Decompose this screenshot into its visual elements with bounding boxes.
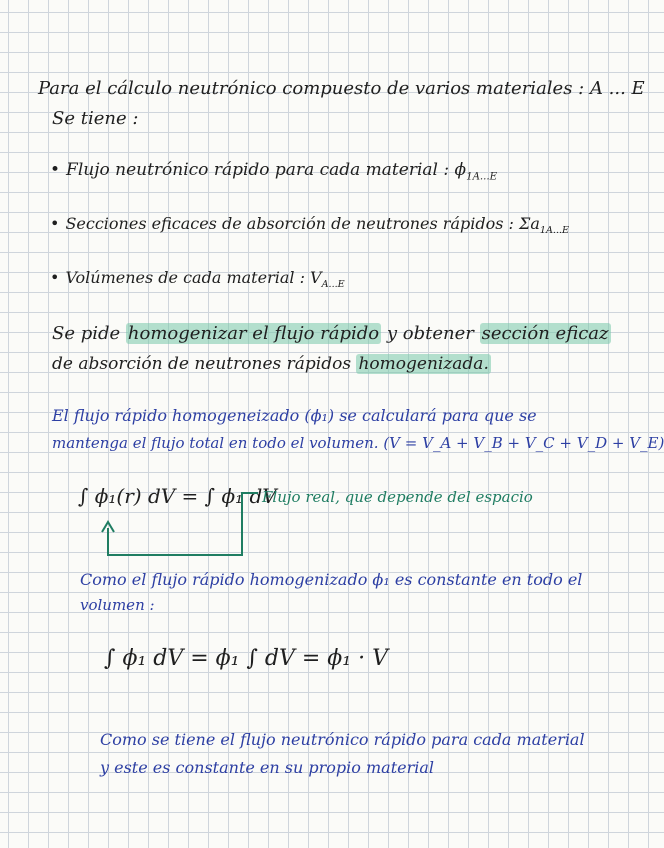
bullet-flux-symbol: ϕ [454, 160, 467, 180]
bullet-flux-text: Flujo neutrónico rápido para cada material : [66, 160, 455, 180]
blue2-line-2: volumen : [80, 596, 155, 614]
blue-line-1: El flujo rápido homogeneizado (ϕ₁) se calculará para que se [52, 406, 537, 425]
blue2-line-1: Como el flujo rápido homogenizado ϕ₁ es constante en todo el [80, 570, 583, 589]
bullet-cross-symbol: Σa [519, 214, 540, 233]
bullet-volumes-sub: A...E [321, 279, 345, 291]
equation-1-note: Flujo real, que depende del espacio [262, 488, 533, 506]
blue3-line-1: Como se tiene el flujo neutrónico rápido para cada material [100, 730, 585, 749]
bullet-flux-sub: 1A...E [466, 171, 498, 183]
highlight-homogenize: homogenizar el flujo rápido [127, 323, 380, 344]
equation-1: ∫ ϕ₁(r) dV = ∫ ϕ₁ dV [78, 484, 277, 508]
highlight-cross-section: sección eficaz [481, 323, 609, 344]
bullet-icon: • [50, 160, 61, 180]
blue3-line-2: y este es constante en su propio material [100, 758, 435, 777]
task-text-1: Se pide [52, 323, 126, 344]
blue-line-2: mantenga el flujo total en todo el volumen. (V = V_A + V_B + V_C + V_D + V_E) [52, 434, 664, 452]
intro-line-2: Se tiene : [52, 108, 139, 129]
bullet-cross-sub: 1A...E [539, 225, 570, 237]
bullet-icon: • [50, 214, 60, 233]
intro-line-1: Para el cálculo neutrónico compuesto de varios materiales : A ... E [38, 78, 645, 99]
highlight-homogenized: homogenizada. [358, 354, 489, 374]
bullet-icon: • [50, 268, 60, 287]
task-text-2: y obtener [381, 323, 480, 344]
equation-2: ∫ ϕ₁ dV = ϕ₁ ∫ dV = ϕ₁ · V [104, 646, 388, 671]
task-text-3: de absorción de neutrones rápidos [52, 354, 357, 374]
bullet-cross-text: Secciones eficaces de absorción de neutrones rápidos : [65, 214, 519, 233]
bullet-volumes-text: Volúmenes de cada material : [65, 268, 311, 287]
bullet-volumes-symbol: V [310, 268, 322, 287]
